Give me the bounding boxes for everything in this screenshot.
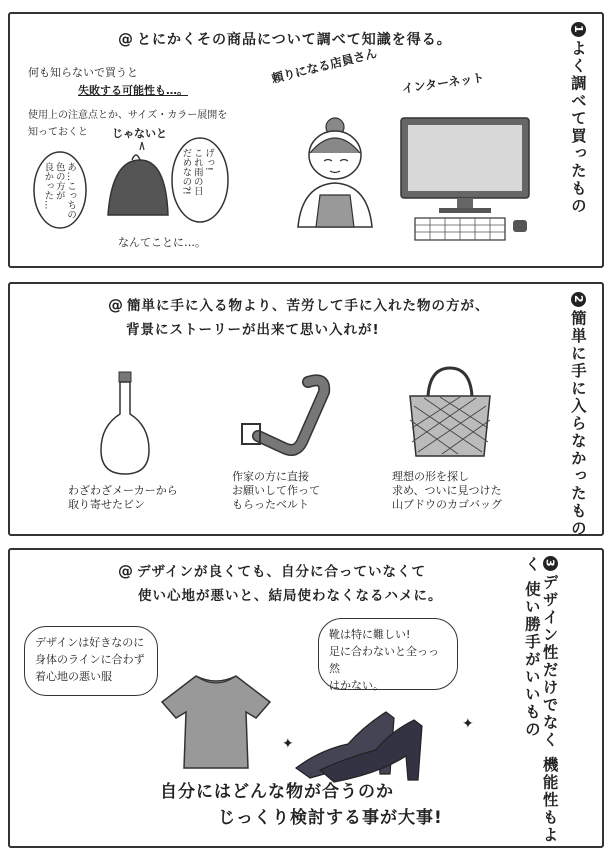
left-bubble-text: あ…こっちの 色の方が 良かった… (42, 162, 77, 219)
shirt-illustration (158, 672, 278, 772)
shoe-bubble: 靴は特に難しい! 足に合わないと全っっ然 はかない。 (318, 618, 458, 690)
section2-lead-2: 背景にストーリーが出来て思い入れが! (126, 322, 380, 338)
section2-lead-1: @ 簡単に手に入る物より、苦労して手に入れた物の方が、 (108, 296, 490, 314)
shirt-bubble: デザインは好きなのに 身体のラインに合わず 着心地の悪い服 (24, 626, 158, 696)
item3-caption: 理想の形を探し 求め、ついに見つけた 山ブドウのカゴバッグ (392, 470, 502, 511)
section1-note-1: 何も知らないで買うと (28, 66, 138, 79)
section1-note-4b: じゃないと (112, 127, 167, 140)
section1-caption: なんてことに…。 (118, 236, 206, 249)
section1-note-2: 失敗する可能性も…。 (78, 84, 188, 97)
swirl-icon: @ (118, 30, 134, 48)
belt-illustration (238, 368, 348, 458)
sparkle-icon: ✦ (282, 736, 294, 752)
section2-heading: 2簡単に手に入らなかったもの (568, 292, 586, 538)
internet-label: インターネット (400, 70, 486, 96)
section3-lead-1: @ デザインが良くても、自分に合っていなくて (118, 562, 427, 580)
computer-illustration (395, 112, 545, 252)
section1-lead: @ とにかくその商品について調べて知識を得る。 (118, 30, 452, 48)
sparkle-icon: ✦ (462, 716, 474, 732)
item1-caption: わざわざメーカーから 取り寄せたビン (68, 484, 178, 511)
section1-heading: 1よく調べて買ったもの (568, 22, 586, 215)
conclusion-line-2: じっくり検討する事が大事! (218, 808, 443, 828)
bottle-illustration (95, 370, 155, 480)
heels-illustration (290, 704, 450, 784)
section1-note-4: 知っておくと (28, 127, 88, 138)
swirl-icon: @ (118, 562, 134, 580)
swirl-icon: @ (108, 296, 124, 314)
clerk-label: 頼りになる店員さん (270, 46, 379, 86)
section3-lead-2: 使い心地が悪いと、結局使わなくなるハメに。 (138, 588, 443, 604)
conclusion-line-1: 自分にはどんな物が合うのか (160, 782, 394, 802)
section1-note-3: 使用上の注意点とか、サイズ・カラー展開を (28, 110, 228, 121)
right-bubble-text: げっ! これ雨の日 だめなの?! (180, 148, 215, 196)
item2-caption: 作家の方に直接 お願いして作って もらったベルト (232, 470, 320, 511)
basket-bag-illustration (400, 362, 500, 462)
section3-heading: 3デザイン性だけでなく 機能性もよく 使い勝手がいいもの (522, 556, 559, 844)
clerk-illustration (290, 115, 390, 255)
